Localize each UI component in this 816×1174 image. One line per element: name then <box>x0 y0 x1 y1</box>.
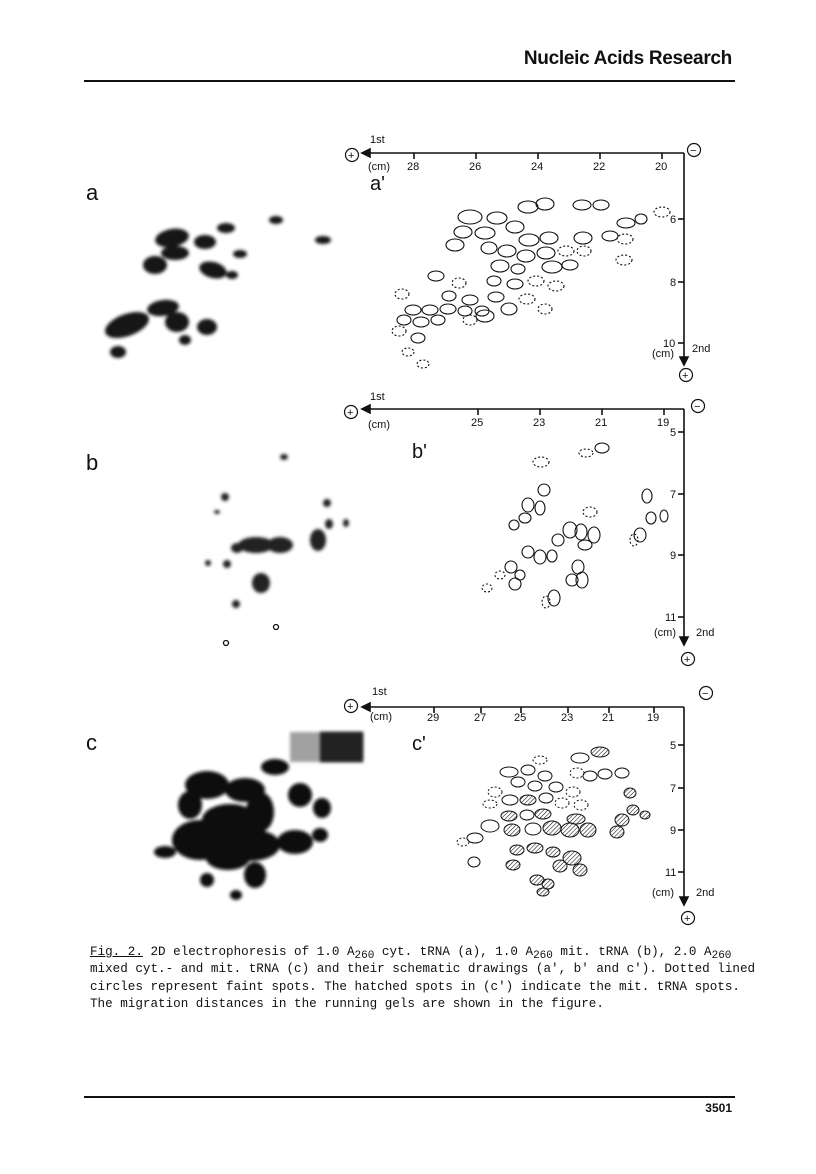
tick-b-19: 19 <box>657 417 670 429</box>
footer-rule <box>84 1096 735 1098</box>
tick-c-21: 21 <box>602 712 615 724</box>
schematic-a-label: a' <box>370 173 385 195</box>
tick-c-19: 19 <box>647 712 660 724</box>
unit-label-c2: (cm) <box>652 887 674 899</box>
svg-text:+: + <box>684 654 691 666</box>
svg-text:−: − <box>694 401 701 413</box>
tick-b-5: 5 <box>670 427 677 439</box>
schematic-spots-b <box>482 443 668 608</box>
tick-c-7: 7 <box>670 783 677 795</box>
gel-photo-c <box>154 732 363 900</box>
panel-a-label: a <box>86 180 99 205</box>
unit-label-b: (cm) <box>368 419 390 431</box>
caption-text-2: cyt. tRNA (a), 1.0 A <box>374 945 534 959</box>
unit-label-b2: (cm) <box>654 627 676 639</box>
panel-c-label: c <box>86 730 97 755</box>
second-dim-label-a: 2nd <box>692 343 711 355</box>
tick-a-22: 22 <box>593 161 606 173</box>
caption-text-4: mixed cyt.- and mit. tRNA (c) and their schematic drawings (a', b' and c'). Dotted lined circles represent faint spots. The hatched spots in (c') indicate the mit. tRNA spots. The migration distances in the running gels are shown in the figure. <box>90 962 756 1012</box>
gel-photo-a <box>102 216 331 358</box>
unit-label-a2: (cm) <box>652 348 674 360</box>
panel-b-label: b <box>86 450 99 475</box>
svg-text:+: + <box>348 150 355 162</box>
caption-sub-1: 260 <box>354 950 375 962</box>
axes-b <box>362 405 688 645</box>
gel-photo-b <box>205 454 349 608</box>
tick-a-6: 6 <box>670 214 677 226</box>
second-dim-label-c: 2nd <box>696 887 715 899</box>
schematic-c-label: c' <box>412 733 426 755</box>
axis-labels-c <box>370 686 714 899</box>
tick-c-27: 27 <box>474 712 487 724</box>
tick-b-7: 7 <box>670 489 677 501</box>
schematic-spots-a <box>392 198 670 368</box>
unit-label-a: (cm) <box>368 161 390 173</box>
svg-text:+: + <box>347 407 354 419</box>
schematic-b-label: b' <box>412 441 427 463</box>
caption-sub-3: 260 <box>711 950 732 962</box>
svg-text:+: + <box>347 701 354 713</box>
first-dim-label-a: 1st <box>370 134 385 146</box>
caption-sub-2: 260 <box>533 950 553 962</box>
tick-c-5: 5 <box>670 740 677 752</box>
page-number: 3501 <box>705 1101 732 1115</box>
tick-b-11: 11 <box>665 612 677 624</box>
schematic-spots-c <box>457 747 650 896</box>
tick-a-26: 26 <box>469 161 482 173</box>
axes-a <box>362 149 688 365</box>
tick-a-24: 24 <box>531 161 544 173</box>
tick-c-23: 23 <box>561 712 574 724</box>
svg-text:−: − <box>702 688 709 700</box>
tick-a-20: 20 <box>655 161 668 173</box>
marker-dots-b <box>224 625 279 646</box>
journal-title: Nucleic Acids Research <box>523 48 732 69</box>
tick-c-11: 11 <box>665 867 677 879</box>
signs-b <box>345 400 705 667</box>
tick-c-25: 25 <box>514 712 527 724</box>
figure-caption <box>90 944 770 1014</box>
tick-b-25: 25 <box>471 417 484 429</box>
svg-text:−: − <box>690 145 697 157</box>
svg-text:+: + <box>682 370 689 382</box>
first-dim-label-b: 1st <box>370 391 385 403</box>
figure-label: Fig. 2. <box>90 945 143 959</box>
second-dim-label-b: 2nd <box>696 627 715 639</box>
tick-b-23: 23 <box>533 417 546 429</box>
axis-labels-a <box>368 134 710 360</box>
svg-text:+: + <box>684 913 691 925</box>
unit-label-c: (cm) <box>370 711 392 723</box>
tick-c-29: 29 <box>427 712 440 724</box>
tick-a-8: 8 <box>670 277 677 289</box>
signs-a <box>346 144 701 383</box>
tick-c-9: 9 <box>670 825 677 837</box>
caption-text-1: 2D electrophoresis of 1.0 A <box>142 945 355 959</box>
tick-a-10: 10 <box>663 338 676 350</box>
caption-text-3: mit. tRNA (b), 2.0 A <box>552 945 712 959</box>
first-dim-label-c: 1st <box>372 686 387 698</box>
tick-b-9: 9 <box>670 550 677 562</box>
tick-b-21: 21 <box>595 417 608 429</box>
tick-a-28: 28 <box>407 161 420 173</box>
